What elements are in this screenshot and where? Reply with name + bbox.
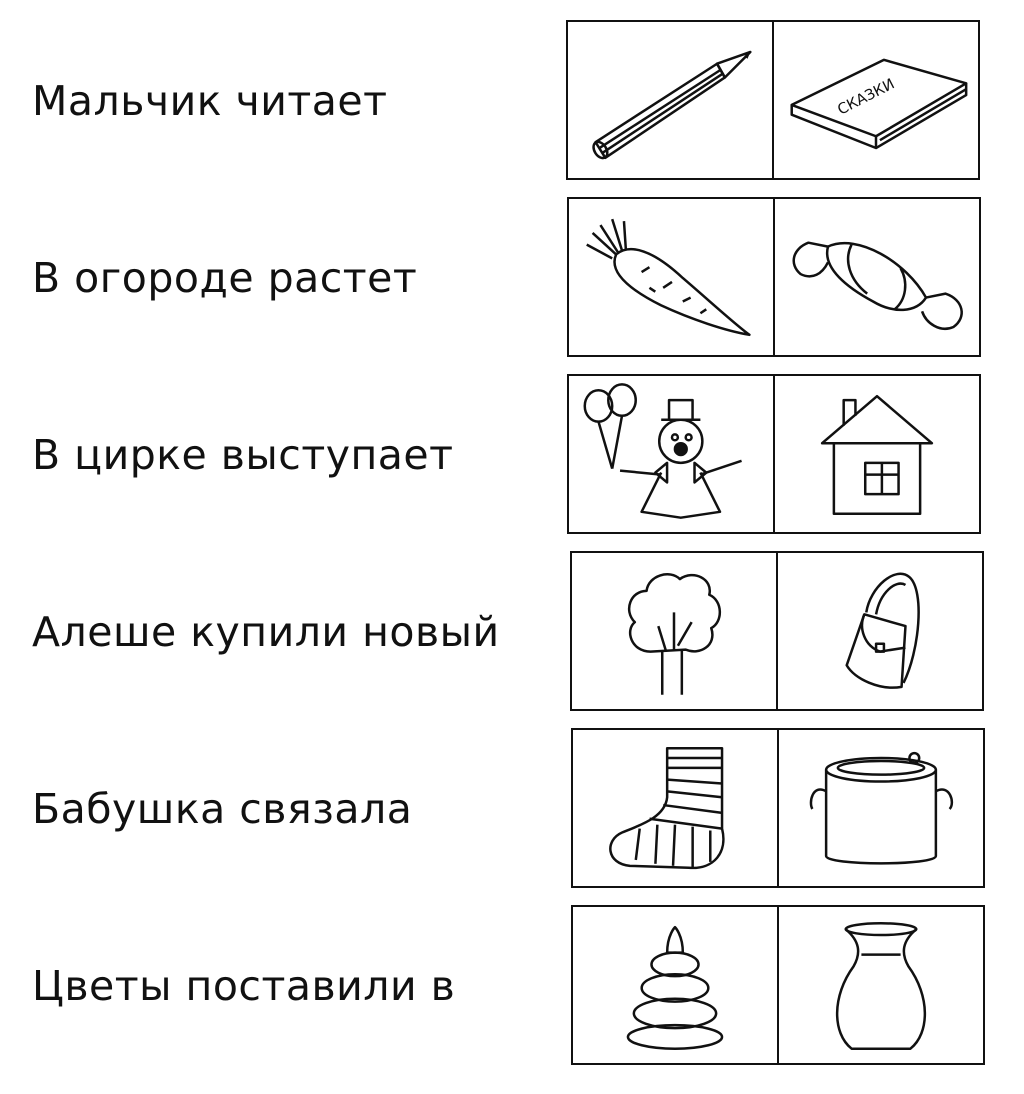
- backpack-icon: [782, 556, 978, 706]
- choice-option-clown[interactable]: [569, 376, 773, 532]
- worksheet-row-1: [0, 20, 1024, 182]
- choice-option-backpack[interactable]: [776, 553, 982, 709]
- picture-choices: [567, 197, 981, 357]
- vase-icon: [783, 910, 979, 1060]
- worksheet-row-3: [0, 374, 1024, 536]
- picture-choices: [571, 728, 985, 888]
- choice-option-carrot[interactable]: [569, 199, 773, 355]
- picture-choices: [567, 374, 981, 534]
- sentence-text: Бабушка связала: [32, 785, 413, 833]
- pencil-icon: [572, 25, 768, 175]
- sock-icon: [577, 733, 773, 883]
- pyramid-toy-icon: [577, 910, 773, 1060]
- picture-choices: [566, 20, 980, 180]
- worksheet-row-5: [0, 728, 1024, 890]
- sentence-text: Алеше купили новый: [32, 608, 500, 656]
- choice-option-pencil[interactable]: [568, 22, 772, 178]
- book-cover-title: СКАЗКИ: [834, 75, 898, 119]
- candy-icon: [779, 202, 975, 352]
- sentence-text: Мальчик читает: [32, 77, 388, 125]
- choice-option-vase[interactable]: [777, 907, 983, 1063]
- choice-option-candy[interactable]: [773, 199, 979, 355]
- worksheet-row-4: [0, 551, 1024, 713]
- book-icon: [778, 25, 974, 175]
- sentence-text: Цветы поставили в: [32, 962, 456, 1010]
- picture-choices: [571, 905, 985, 1065]
- choice-option-house[interactable]: [773, 376, 979, 532]
- choice-option-pot[interactable]: [777, 730, 983, 886]
- choice-option-pyramid[interactable]: [573, 907, 777, 1063]
- sentence-text: В огороде растет: [32, 254, 418, 302]
- worksheet-row-2: [0, 197, 1024, 359]
- tree-icon: [576, 556, 772, 706]
- choice-option-tree[interactable]: [572, 553, 776, 709]
- sentence-text: В цирке выступает: [32, 431, 454, 479]
- carrot-icon: [573, 202, 769, 352]
- worksheet-row-6: [0, 905, 1024, 1067]
- picture-choices: [570, 551, 984, 711]
- pot-icon: [783, 733, 979, 883]
- house-icon: [779, 379, 975, 529]
- choice-option-sock[interactable]: [573, 730, 777, 886]
- choice-option-book[interactable]: [772, 22, 978, 178]
- clown-icon: [573, 379, 769, 529]
